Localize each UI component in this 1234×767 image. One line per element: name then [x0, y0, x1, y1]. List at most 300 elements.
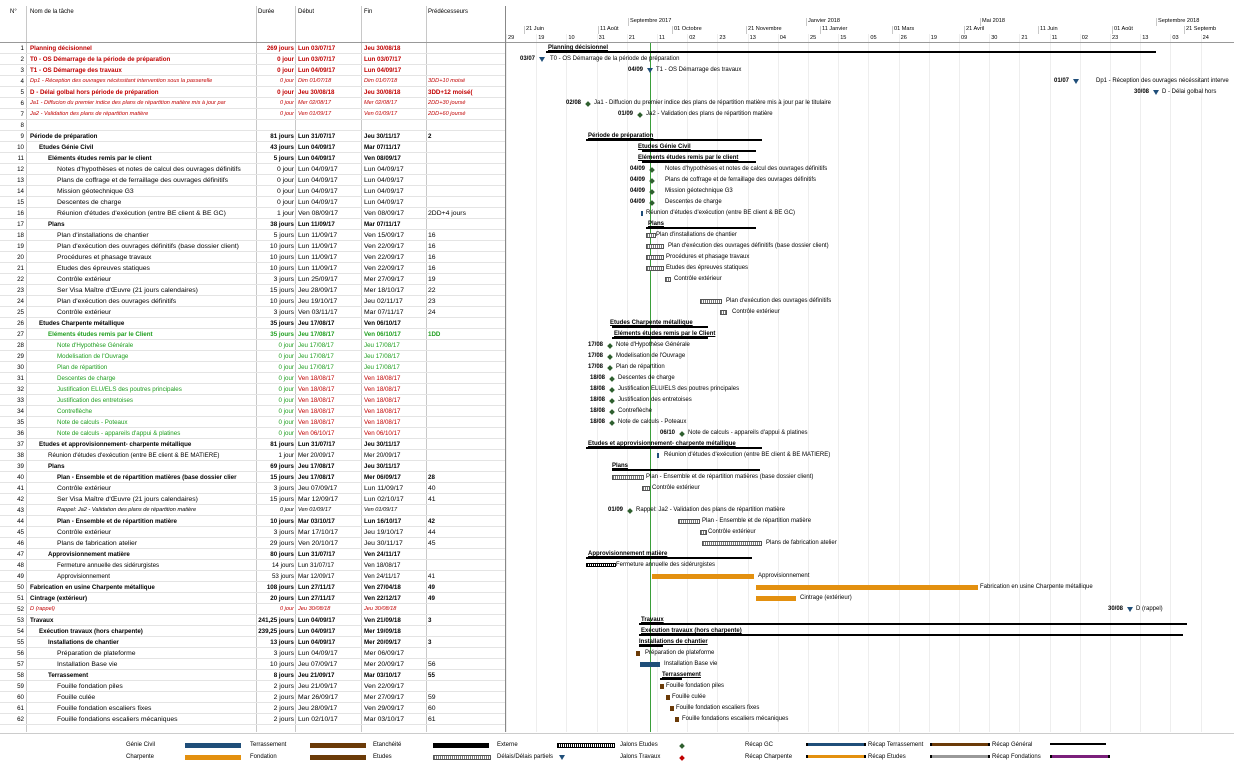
gantt-bar[interactable] — [756, 596, 796, 601]
task-predecessors: 56 — [428, 661, 436, 668]
gantt-bar-label: Dp1 - Réception des ouvrages nécéssitant interve — [1096, 78, 1229, 84]
timescale-minor: 10 — [568, 35, 575, 41]
task-duration: 81 jours — [270, 441, 294, 448]
legend-label: Externe — [497, 742, 518, 748]
col-header-name[interactable]: Nom de la tâche — [30, 9, 74, 15]
task-row[interactable] — [0, 318, 505, 329]
milestone-date: 04/09 — [630, 166, 646, 172]
task-row[interactable] — [0, 582, 505, 593]
task-start: Lun 04/09/17 — [298, 628, 336, 635]
gantt-bar-label: Notes d'hypothèses et notes de calcul des ouvrages définitifs — [665, 166, 828, 172]
task-row[interactable] — [0, 615, 505, 626]
timescale-minor: 19 — [538, 35, 545, 41]
task-row[interactable] — [0, 659, 505, 670]
timescale-minor: 29 — [508, 35, 515, 41]
task-row[interactable] — [0, 538, 505, 549]
gantt-bar[interactable] — [641, 211, 643, 216]
task-name: Plan d'exécution des ouvrages définitifs — [57, 298, 177, 305]
task-id: 59 — [17, 683, 24, 690]
task-name: Justification des entretoises — [57, 397, 134, 404]
task-end: Mer 27/09/17 — [364, 694, 405, 701]
gantt-bar-label: Travaux — [641, 617, 664, 623]
task-start: Mar 26/09/17 — [298, 694, 339, 701]
legend-label: Récap Etudes — [868, 754, 906, 760]
task-row[interactable] — [0, 87, 505, 98]
legend-swatch — [1050, 743, 1106, 745]
gantt-bar-label: Plans de coffrage et de ferraillage des ouvrages définitifs — [665, 177, 816, 183]
task-id: 11 — [17, 155, 24, 162]
col-header-duration[interactable]: Durée — [258, 9, 275, 15]
task-end: Ven 27/04/18 — [364, 584, 401, 591]
task-name: Réunion d'études d'exécution (entre BE client & BE MATIERE) — [48, 452, 220, 459]
task-duration: 53 jours — [271, 573, 294, 580]
gantt-bar-label: Plan d'exécution des ouvrages définitifs (base dossier client) — [668, 243, 829, 249]
task-start: Jeu 17/08/17 — [298, 353, 334, 360]
milestone-diamond-icon[interactable] — [609, 387, 615, 393]
task-row[interactable] — [0, 505, 505, 516]
gantt-vgrid — [506, 34, 507, 732]
task-end: Mer 06/09/17 — [364, 650, 405, 657]
legend-swatch — [310, 755, 366, 760]
task-row[interactable] — [0, 604, 505, 615]
task-start: Lun 02/10/17 — [298, 716, 338, 723]
task-row[interactable] — [0, 560, 505, 571]
legend-label: Jalons Etudes — [620, 742, 658, 748]
task-row[interactable] — [0, 186, 505, 197]
gantt-bar-label: Période de préparation — [588, 133, 654, 139]
gantt-bar-label: Fouille fondations escaliers mécaniques — [682, 716, 789, 722]
task-start: Jeu 30/08/18 — [298, 89, 335, 96]
gantt-bar[interactable] — [546, 51, 1156, 53]
gantt-bar-label: D - Délai golbal hors — [1162, 89, 1217, 95]
gantt-vgrid — [959, 34, 960, 732]
task-id: 15 — [17, 199, 24, 206]
timescale-tick — [964, 26, 965, 34]
task-row[interactable] — [0, 483, 505, 494]
task-row[interactable] — [0, 43, 505, 54]
task-row[interactable] — [0, 395, 505, 406]
task-duration: 0 jour — [278, 397, 294, 404]
task-row[interactable] — [0, 54, 505, 65]
legend-swatch — [310, 743, 366, 748]
task-name: Etudes Génie Civil — [39, 144, 94, 151]
task-id: 45 — [17, 529, 24, 536]
task-predecessors: 16 — [428, 243, 436, 250]
task-row[interactable] — [0, 384, 505, 395]
gantt-bar-label: T0 - OS Démarrage de la période de préparation — [550, 56, 680, 62]
task-row[interactable] — [0, 373, 505, 384]
task-duration: 0 jour — [277, 67, 294, 74]
task-start: Lun 04/09/17 — [298, 199, 338, 206]
task-row[interactable] — [0, 571, 505, 582]
gantt-bar[interactable] — [666, 695, 670, 700]
task-row[interactable] — [0, 263, 505, 274]
task-start: Lun 03/07/17 — [298, 45, 336, 52]
milestone-diamond-icon[interactable] — [627, 508, 633, 514]
task-id: 55 — [17, 639, 24, 646]
task-duration: 0 jour — [278, 419, 294, 426]
task-duration: 13 jours — [270, 639, 294, 646]
task-name: Plan d'installations de chantier — [57, 232, 149, 239]
gantt-bar-label: Contrôle extérieur — [674, 276, 722, 282]
task-id: 22 — [17, 276, 24, 283]
task-name: T0 - OS Démarrage de la période de préparation — [30, 56, 171, 63]
milestone-diamond-icon[interactable] — [679, 431, 685, 437]
task-name: Fouille fondations escaliers mécaniques — [57, 716, 178, 723]
task-name: Plans de coffrage et de ferraillage des ouvrages définitifs — [57, 177, 229, 184]
task-row[interactable] — [0, 230, 505, 241]
gantt-bar[interactable] — [678, 519, 700, 524]
milestone-diamond-icon[interactable] — [637, 112, 643, 118]
milestone-triangle-icon[interactable] — [539, 57, 545, 62]
timescale-minor: 11 — [1051, 35, 1058, 41]
gantt-bar-label: Etudes Génie Civil — [638, 144, 691, 150]
task-duration: 15 jours — [269, 496, 294, 503]
task-end: Mer 27/09/17 — [364, 276, 405, 283]
task-name: Planning décisionnel — [30, 45, 92, 52]
task-row[interactable] — [0, 208, 505, 219]
task-predecessors: 49 — [428, 595, 435, 602]
timescale-tick — [598, 26, 599, 34]
milestone-date: 17/08 — [588, 364, 604, 370]
task-end: Ven 22/12/17 — [364, 595, 401, 602]
task-end: Lun 04/09/17 — [364, 199, 404, 206]
task-row[interactable] — [0, 351, 505, 362]
legend-swatch — [806, 755, 866, 758]
task-name: Fouille culée — [57, 694, 96, 701]
task-row[interactable] — [0, 131, 505, 142]
task-name: Etudes des épreuves statiques — [57, 265, 150, 272]
task-name: Exécution travaux (hors charpente) — [39, 628, 143, 635]
task-row[interactable] — [0, 428, 505, 439]
gantt-bar-label: Plans — [648, 221, 665, 227]
task-row[interactable] — [0, 527, 505, 538]
task-id: 13 — [17, 177, 24, 184]
task-row[interactable] — [0, 472, 505, 483]
task-end: Jeu 19/10/17 — [364, 529, 404, 536]
task-row[interactable] — [0, 153, 505, 164]
milestone-date: 18/08 — [590, 419, 606, 425]
col-header-end[interactable]: Fin — [364, 9, 373, 15]
task-row[interactable] — [0, 626, 505, 637]
task-name: Approvisionnement matière — [48, 551, 130, 558]
task-end: Ven 21/09/18 — [364, 617, 401, 624]
col-header-start[interactable]: Début — [298, 9, 315, 15]
task-end: Lun 03/07/17 — [364, 56, 402, 63]
gantt-bar[interactable] — [700, 530, 707, 535]
task-row[interactable] — [0, 252, 505, 263]
task-row[interactable] — [0, 439, 505, 450]
gantt-vgrid — [1019, 34, 1020, 732]
gantt-bar[interactable] — [657, 453, 659, 458]
task-id: 34 — [17, 408, 24, 415]
gantt-bar[interactable] — [646, 266, 664, 271]
task-row[interactable] — [0, 76, 505, 87]
task-name: Contrôle extérieur — [57, 309, 112, 316]
timescale-minor: 26 — [900, 35, 907, 41]
gantt-bar[interactable] — [640, 662, 660, 667]
task-id: 60 — [17, 694, 24, 701]
task-duration: 2 jours — [273, 705, 294, 712]
milestone-diamond-icon[interactable] — [585, 101, 591, 107]
task-duration: 0 jour — [278, 408, 294, 415]
milestone-diamond-icon[interactable] — [609, 409, 615, 415]
milestone-triangle-icon[interactable] — [1073, 79, 1079, 84]
task-start: Ven 01/09/17 — [298, 507, 332, 513]
gantt-bar[interactable] — [665, 277, 671, 282]
gantt-bar[interactable] — [675, 717, 679, 722]
milestone-diamond-icon[interactable] — [609, 420, 615, 426]
task-id: 18 — [17, 232, 24, 239]
task-row[interactable] — [0, 329, 505, 340]
milestone-date: 04/09 — [630, 177, 646, 183]
col-header-id[interactable]: N° — [10, 9, 17, 15]
milestone-date: 17/08 — [588, 353, 604, 359]
task-row[interactable] — [0, 703, 505, 714]
task-row[interactable] — [0, 285, 505, 296]
task-predecessors: 16 — [428, 232, 436, 239]
milestone-diamond-icon[interactable] — [607, 343, 613, 349]
milestone-date: 03/07 — [520, 56, 536, 62]
gantt-bar-label: Ja2 - Validation des plans de répartition matière — [646, 111, 773, 117]
task-row[interactable] — [0, 670, 505, 681]
task-row[interactable] — [0, 681, 505, 692]
task-end: Ven 18/08/17 — [364, 386, 401, 393]
task-id: 3 — [20, 67, 24, 74]
task-start: Lun 04/09/17 — [298, 166, 338, 173]
task-start: Jeu 07/09/17 — [298, 661, 338, 668]
timescale-minor: 21 — [1021, 35, 1028, 41]
task-start: Ven 06/10/17 — [298, 430, 335, 437]
legend-label: Terrassement — [250, 742, 287, 748]
task-row[interactable] — [0, 494, 505, 505]
task-end: Mer 06/09/17 — [364, 474, 401, 481]
task-predecessors: 1DD — [428, 331, 441, 338]
task-row[interactable] — [0, 219, 505, 230]
task-start: Ven 20/10/17 — [298, 540, 339, 547]
timescale-minor: 05 — [870, 35, 877, 41]
task-name: Descentes de charge — [57, 375, 116, 382]
task-row[interactable] — [0, 461, 505, 472]
task-row[interactable] — [0, 98, 505, 109]
task-row[interactable] — [0, 362, 505, 373]
milestone-diamond-icon[interactable] — [607, 354, 613, 360]
task-id: 6 — [20, 100, 24, 107]
task-predecessors: 45 — [428, 540, 436, 547]
task-duration: 0 jour — [280, 507, 294, 513]
task-duration: 3 jours — [273, 485, 294, 492]
task-name: Ja2 - Validation des plans de répartition matière — [30, 111, 149, 117]
gantt-bar-label: Réunion d'études d'exécution (entre BE client & BE GC) — [646, 210, 796, 216]
gantt-bar-label: Fouille culée — [672, 694, 706, 700]
task-end: Ven 15/09/17 — [364, 232, 405, 239]
task-row[interactable] — [0, 120, 505, 131]
task-end: Ven 01/09/17 — [364, 111, 398, 117]
task-row[interactable] — [0, 516, 505, 527]
milestone-diamond-icon[interactable] — [607, 365, 613, 371]
timescale-mid: 21 Septemb — [1186, 26, 1217, 32]
task-row[interactable] — [0, 450, 505, 461]
gantt-bar[interactable] — [702, 541, 762, 546]
task-row[interactable] — [0, 307, 505, 318]
gantt-bar[interactable] — [652, 574, 754, 579]
task-name: Notes d'hypothèses et notes de calcul des ouvrages définitifs — [57, 166, 241, 173]
timescale-major: Septembre 2017 — [630, 18, 672, 24]
legend-label: Récap Charpente — [745, 754, 793, 760]
gantt-bar[interactable] — [660, 684, 664, 689]
task-row[interactable] — [0, 241, 505, 252]
task-end: Jeu 30/11/17 — [364, 133, 401, 140]
gantt-bar[interactable] — [756, 585, 978, 590]
task-id: 26 — [17, 320, 24, 327]
gantt-bar-label: Plan d'installations de chantier — [656, 232, 737, 238]
task-end: Ven 24/11/17 — [364, 551, 401, 558]
task-row[interactable] — [0, 648, 505, 659]
task-name: Fermeture annuelle des sidérurgistes — [57, 562, 160, 569]
task-end: Jeu 30/11/17 — [364, 441, 401, 448]
task-duration: 0 jour — [280, 78, 294, 84]
task-end: Ven 08/09/17 — [364, 210, 405, 217]
gantt-vgrid — [1140, 34, 1141, 732]
gantt-bar[interactable] — [642, 486, 650, 491]
task-end: Ven 06/10/17 — [364, 320, 401, 327]
task-end: Lun 04/09/17 — [364, 67, 402, 74]
task-id: 36 — [17, 430, 24, 437]
task-predecessors: 49 — [428, 584, 435, 591]
milestone-date: 01/09 — [608, 507, 624, 513]
timescale-minor: 30 — [991, 35, 998, 41]
gantt-bar[interactable] — [646, 233, 656, 238]
gantt-bar[interactable] — [612, 469, 760, 471]
task-name: Installation Base vie — [57, 661, 118, 668]
milestone-triangle-icon[interactable] — [1153, 90, 1159, 95]
milestone-triangle-icon[interactable] — [647, 68, 653, 73]
gantt-bar-label: Exécution travaux (hors charpente) — [641, 628, 742, 634]
task-row[interactable] — [0, 417, 505, 428]
task-name: Contrôle extérieur — [57, 276, 112, 283]
task-id: 25 — [17, 309, 24, 316]
task-name: Plan de répartition — [57, 364, 108, 371]
col-header-pred[interactable]: Prédécesseurs — [428, 9, 469, 15]
gantt-bar-label: Installation Base vie — [664, 661, 718, 667]
timescale-tick — [746, 26, 747, 34]
legend-label: Etanchéité — [373, 742, 402, 748]
gantt-bar[interactable] — [646, 244, 664, 249]
task-predecessors: 61 — [428, 716, 436, 723]
legend-label: Charpente — [126, 754, 155, 760]
gantt-bar[interactable] — [636, 651, 640, 656]
task-duration: 2 jours — [273, 716, 294, 723]
task-end: Mar 07/11/17 — [364, 144, 401, 151]
task-duration: 35 jours — [270, 331, 294, 338]
task-row[interactable] — [0, 340, 505, 351]
task-start: Jeu 30/08/18 — [298, 606, 331, 612]
gantt-bar-label: Approvisionnement — [758, 573, 810, 579]
task-name: Travaux — [30, 617, 54, 624]
milestone-date: 01/09 — [618, 111, 634, 117]
task-duration: 8 jours — [273, 672, 294, 679]
task-row[interactable] — [0, 197, 505, 208]
task-duration: 0 jour — [278, 353, 294, 360]
task-row[interactable] — [0, 164, 505, 175]
task-row[interactable] — [0, 142, 505, 153]
milestone-diamond-icon[interactable] — [609, 398, 615, 404]
gantt-bar[interactable] — [720, 310, 727, 315]
task-row[interactable] — [0, 637, 505, 648]
task-end: Ven 18/08/17 — [364, 562, 401, 569]
task-start: Ven 18/08/17 — [298, 419, 335, 426]
task-start: Jeu 21/09/17 — [298, 672, 335, 679]
legend-label: Fondation — [250, 754, 277, 760]
gantt-bar-label: Etudes Charpente métallique — [610, 320, 693, 326]
gantt-bar-label: Etudes des épreuves statiques — [666, 265, 749, 271]
task-duration: 15 jours — [270, 474, 294, 481]
task-predecessors: 55 — [428, 672, 435, 679]
milestone-triangle-icon[interactable] — [1127, 607, 1133, 612]
task-predecessors: 28 — [428, 474, 435, 481]
task-row[interactable] — [0, 692, 505, 703]
task-row[interactable] — [0, 274, 505, 285]
gantt-vgrid — [1050, 34, 1051, 732]
task-row[interactable] — [0, 109, 505, 120]
task-name: Descentes de charge — [57, 199, 122, 206]
task-duration: 3 jours — [273, 529, 294, 536]
task-id: 7 — [20, 111, 24, 118]
task-start: Jeu 19/10/17 — [298, 298, 338, 305]
gantt-bar[interactable] — [670, 706, 674, 711]
task-row[interactable] — [0, 296, 505, 307]
task-name: T1 - OS Démarrage des travaux — [30, 67, 122, 74]
task-duration: 269 jours — [266, 45, 294, 52]
task-name: Plans de fabrication atelier — [57, 540, 138, 547]
timescale-major: Janvier 2018 — [808, 18, 841, 24]
task-end: Mer 20/09/17 — [364, 639, 401, 646]
task-start: Ven 18/08/17 — [298, 408, 335, 415]
timescale-minor: 02 — [1081, 35, 1089, 41]
task-name: Préparation de plateforme — [57, 650, 136, 657]
task-predecessors: 40 — [428, 485, 436, 492]
task-id: 27 — [17, 331, 24, 338]
task-row[interactable] — [0, 714, 505, 725]
gantt-bar[interactable] — [586, 563, 616, 567]
task-id: 37 — [17, 441, 24, 448]
task-row[interactable] — [0, 175, 505, 186]
task-end: Jeu 30/08/18 — [364, 606, 397, 612]
task-end: Ven 18/08/17 — [364, 408, 401, 415]
task-id: 48 — [17, 562, 24, 569]
gantt-vgrid — [1110, 34, 1111, 732]
timescale-minor: 13 — [1142, 35, 1149, 41]
gantt-bar[interactable] — [612, 475, 644, 480]
gantt-bar-label: Fabrication en usine Charpente métallique — [980, 584, 1093, 590]
task-row[interactable] — [0, 549, 505, 560]
timescale-minor: 02 — [689, 35, 696, 41]
task-id: 32 — [17, 386, 24, 393]
task-name: Cintrage (extérieur) — [30, 595, 88, 602]
milestone-diamond-icon[interactable] — [609, 376, 615, 382]
gantt-bar[interactable] — [639, 623, 1187, 625]
timescale-tick — [524, 26, 525, 34]
task-id: 49 — [17, 573, 24, 580]
task-row[interactable] — [0, 65, 505, 76]
timescale-tick — [1038, 26, 1039, 34]
gantt-bar[interactable] — [646, 255, 664, 260]
gantt-vgrid — [1201, 34, 1202, 732]
task-row[interactable] — [0, 406, 505, 417]
gantt-bar[interactable] — [700, 299, 722, 304]
task-start: Mer 02/08/17 — [298, 100, 331, 106]
task-row[interactable] — [0, 593, 505, 604]
